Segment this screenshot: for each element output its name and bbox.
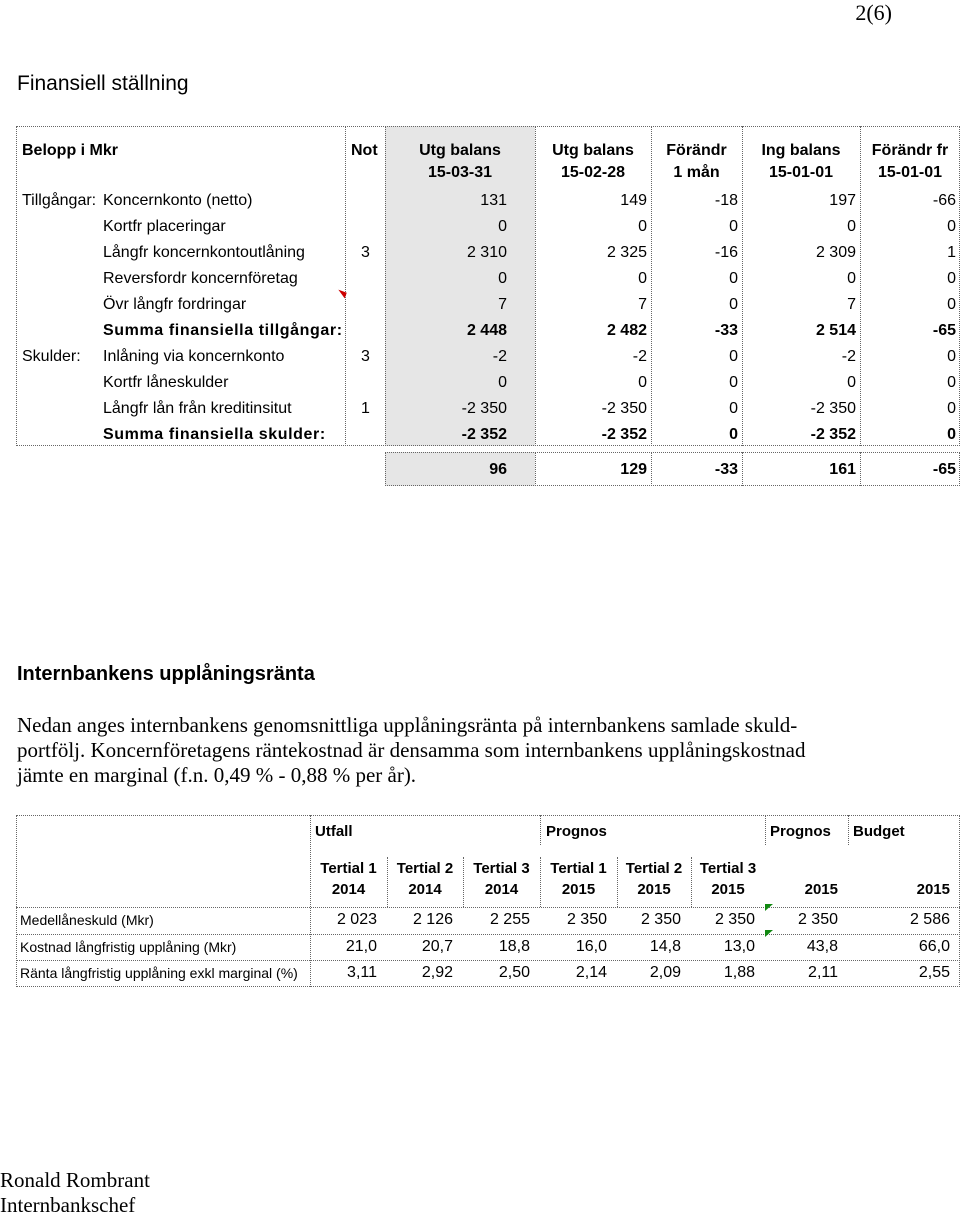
section-title-financial-position: Finansiell ställning bbox=[17, 72, 189, 95]
column-header-line1: Tertial 2 bbox=[396, 860, 454, 877]
table-cell: 2 514 bbox=[815, 322, 856, 339]
paragraph-line: Nedan anges internbankens genomsnittliga upplåningsränta på internbankens samlade skuld- bbox=[17, 713, 798, 737]
table-cell: -2 352 bbox=[601, 426, 647, 443]
table-cell: 2 126 bbox=[412, 911, 453, 928]
table-cell: 0 bbox=[729, 296, 738, 313]
table-cell: 131 bbox=[480, 192, 507, 209]
table-cell: 2,92 bbox=[421, 964, 453, 981]
row-label: Långfr lån från kreditinsitut bbox=[103, 400, 292, 417]
table-cell: 0 bbox=[729, 374, 738, 391]
table-cell: 16,0 bbox=[575, 938, 607, 955]
net-value-cell: 96 bbox=[489, 461, 507, 478]
column-header-line2: 2015 bbox=[561, 881, 596, 898]
net-value-cell: 161 bbox=[829, 461, 856, 478]
column-header-line1: Tertial 3 bbox=[699, 860, 757, 877]
row-note: 3 bbox=[361, 244, 370, 261]
table-cell: 2 350 bbox=[640, 911, 681, 928]
table-cell: 197 bbox=[829, 192, 856, 209]
table-cell: 2,55 bbox=[918, 964, 950, 981]
column-header-line2: 15-01-01 bbox=[877, 164, 943, 181]
table-divider bbox=[310, 815, 311, 987]
row-label: Kortfr låneskulder bbox=[103, 374, 229, 391]
table-cell: -16 bbox=[714, 244, 738, 261]
column-header-line1: Tertial 3 bbox=[473, 860, 530, 877]
column-header-line2: 15-01-01 bbox=[768, 164, 834, 181]
row-label: Kostnad långfristig upplåning (Mkr) bbox=[20, 939, 237, 955]
table-cell: 2,11 bbox=[808, 964, 838, 981]
table-cell: -2 bbox=[492, 348, 507, 365]
table-cell: 2 350 bbox=[566, 911, 607, 928]
table-cell: 2,09 bbox=[649, 964, 681, 981]
table-cell: -18 bbox=[714, 192, 738, 209]
table-cell: 1 bbox=[947, 244, 956, 261]
signature-block bbox=[0, 1168, 150, 1218]
table-cell: 0 bbox=[729, 426, 738, 443]
table-cell: 2 448 bbox=[466, 322, 507, 339]
group-label: Utfall bbox=[315, 823, 353, 840]
table-cell: -2 350 bbox=[461, 400, 507, 417]
comment-marker-icon bbox=[765, 930, 773, 937]
table-cell: 2 309 bbox=[815, 244, 856, 261]
table-cell: 0 bbox=[847, 374, 856, 391]
section-title-borrowing-rate: Internbankens upplåningsränta bbox=[17, 663, 315, 685]
column-header bbox=[651, 140, 742, 184]
row-label: Kortfr placeringar bbox=[103, 218, 226, 235]
row-note: 1 bbox=[361, 400, 370, 417]
table-cell: -66 bbox=[932, 192, 956, 209]
table-cell: 0 bbox=[947, 348, 956, 365]
table-cell: 0 bbox=[947, 218, 956, 235]
table-divider bbox=[16, 960, 960, 961]
column-header-line2: 2014 bbox=[484, 881, 519, 898]
table-cell: 0 bbox=[638, 270, 647, 287]
group-label: Budget bbox=[853, 823, 905, 840]
row-label: Reversfordr koncernföretag bbox=[103, 270, 298, 287]
column-header-line2: 2014 bbox=[408, 881, 442, 898]
table-cell: 0 bbox=[638, 374, 647, 391]
table-cell: 18,8 bbox=[498, 938, 530, 955]
table-cell: 7 bbox=[498, 296, 507, 313]
column-header-line2: 2015 bbox=[711, 881, 745, 898]
table-cell: 2 255 bbox=[489, 911, 530, 928]
row-label: Koncernkonto (netto) bbox=[103, 192, 253, 209]
table-cell: 2 310 bbox=[466, 244, 507, 261]
table-divider bbox=[540, 815, 541, 845]
paragraph-line: jämte en marginal (f.n. 0,49 % - 0,88 % per år). bbox=[17, 763, 417, 787]
row-label: Inlåning via koncernkonto bbox=[103, 348, 285, 365]
table-cell: 7 bbox=[638, 296, 647, 313]
column-header-line2: 2015 bbox=[804, 881, 838, 898]
table-cell: 0 bbox=[729, 218, 738, 235]
table-divider bbox=[765, 815, 766, 845]
table-header-label: Belopp i Mkr bbox=[22, 142, 119, 159]
table-cell: 0 bbox=[729, 348, 738, 365]
table-cell: 3,11 bbox=[347, 964, 377, 981]
table-cell: 0 bbox=[498, 218, 507, 235]
table-cell: 0 bbox=[947, 270, 956, 287]
table-cell: 0 bbox=[947, 374, 956, 391]
net-value-cell: -65 bbox=[932, 461, 956, 478]
table-cell: 2 350 bbox=[797, 911, 838, 928]
column-header bbox=[742, 140, 860, 184]
column-header-line1: Förändr fr bbox=[871, 142, 949, 159]
table-cell: 2 325 bbox=[606, 244, 647, 261]
column-header-line1: Tertial 2 bbox=[625, 860, 683, 877]
rate-table bbox=[16, 815, 960, 987]
paragraph-line: portfölj. Koncernföretagens räntekostnad är densamma som internbankens upplåningskostnad bbox=[17, 738, 806, 762]
table-cell: 66,0 bbox=[918, 938, 950, 955]
table-cell: 2 482 bbox=[606, 322, 647, 339]
table-divider bbox=[848, 815, 849, 845]
column-header-line1: Tertial 1 bbox=[320, 860, 377, 877]
net-value-cell: -33 bbox=[714, 461, 738, 478]
section-paragraph bbox=[17, 713, 887, 788]
column-header bbox=[385, 140, 535, 184]
table-cell: 2,14 bbox=[575, 964, 607, 981]
table-cell: 149 bbox=[620, 192, 647, 209]
column-header-line1: Utg balans bbox=[419, 142, 501, 159]
row-label: Övr långfr fordringar bbox=[103, 296, 247, 313]
table-divider bbox=[345, 126, 346, 446]
table-cell: 43,8 bbox=[806, 938, 838, 955]
table-cell: 7 bbox=[847, 296, 856, 313]
table-cell: 0 bbox=[729, 270, 738, 287]
row-label: Summa finansiella skulder: bbox=[103, 426, 326, 443]
comment-marker-icon bbox=[765, 904, 773, 911]
page-number: 2(6) bbox=[855, 0, 892, 25]
column-header-line2: 2015 bbox=[637, 881, 671, 898]
table-cell: 0 bbox=[498, 374, 507, 391]
group-label-assets: Tillgångar: bbox=[22, 192, 97, 209]
column-header-line2: 15-03-31 bbox=[427, 164, 493, 181]
table-cell: -2 bbox=[841, 348, 856, 365]
table-header-note: Not bbox=[351, 142, 378, 159]
table-cell: 0 bbox=[847, 270, 856, 287]
table-cell: 0 bbox=[498, 270, 507, 287]
column-header-line2: 15-02-28 bbox=[560, 164, 626, 181]
table-cell: 0 bbox=[847, 218, 856, 235]
table-cell: 20,7 bbox=[421, 938, 453, 955]
table-cell: 1,88 bbox=[723, 964, 755, 981]
table-cell: -2 352 bbox=[810, 426, 856, 443]
table-cell: 13,0 bbox=[723, 938, 755, 955]
row-label: Långfr koncernkontoutlåning bbox=[103, 244, 305, 261]
table-cell: -2 350 bbox=[810, 400, 856, 417]
group-label: Prognos bbox=[770, 823, 831, 840]
column-header-line1: Tertial 1 bbox=[550, 860, 607, 877]
table-cell: 0 bbox=[638, 218, 647, 235]
table-cell: 14,8 bbox=[649, 938, 681, 955]
table-cell: -2 350 bbox=[601, 400, 647, 417]
table-divider bbox=[16, 934, 960, 935]
column-header-line1: Förändr bbox=[666, 142, 727, 159]
table-cell: 2,50 bbox=[498, 964, 530, 981]
table-cell: 0 bbox=[947, 426, 956, 443]
table-cell: -2 bbox=[632, 348, 647, 365]
row-note: 3 bbox=[361, 348, 370, 365]
column-header bbox=[860, 140, 960, 184]
table-cell: -65 bbox=[932, 322, 956, 339]
row-label: Medellåneskuld (Mkr) bbox=[20, 912, 154, 928]
column-header-line2: 2014 bbox=[331, 881, 366, 898]
net-value-cell: 129 bbox=[620, 461, 647, 478]
table-cell: 2 350 bbox=[714, 911, 755, 928]
group-label: Prognos bbox=[546, 823, 607, 840]
column-header-line1: Ing balans bbox=[761, 142, 841, 159]
row-label: Ränta långfristig upplåning exkl marginal (%) bbox=[20, 965, 298, 981]
table-divider bbox=[16, 907, 960, 908]
table-cell: -33 bbox=[714, 322, 738, 339]
table-cell: 2 023 bbox=[336, 911, 377, 928]
table-cell: 0 bbox=[947, 296, 956, 313]
signature-title: Internbankschef bbox=[0, 1193, 136, 1217]
table-cell: 21,0 bbox=[345, 938, 377, 955]
column-header-line2: 2015 bbox=[916, 881, 950, 898]
group-label-liabilities: Skulder: bbox=[22, 348, 81, 365]
table-cell: 0 bbox=[947, 400, 956, 417]
signature-name: Ronald Rombrant bbox=[0, 1168, 150, 1192]
column-header-line1: Utg balans bbox=[552, 142, 634, 159]
column-header-line2: 1 mån bbox=[673, 164, 720, 181]
column-header bbox=[535, 140, 651, 184]
table-cell: 0 bbox=[729, 400, 738, 417]
row-label: Summa finansiella tillgångar: bbox=[103, 322, 343, 339]
table-cell: -2 352 bbox=[461, 426, 507, 443]
table-cell: 2 586 bbox=[909, 911, 950, 928]
